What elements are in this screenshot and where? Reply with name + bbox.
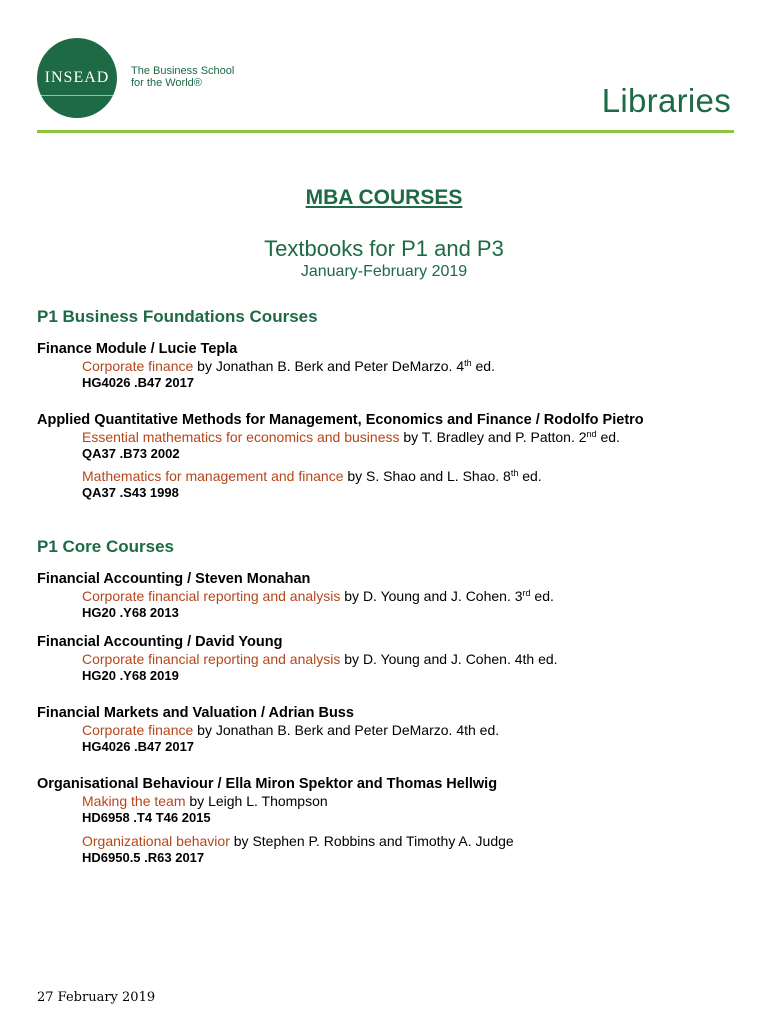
book-authors: by Leigh L. Thompson [185,793,328,809]
book-title-link[interactable]: Mathematics for management and finance [82,468,344,484]
call-number: HD6958 .T4 T46 2015 [82,810,211,825]
book-title-link[interactable]: Corporate financial reporting and analysis [82,651,341,667]
logo-tagline [131,65,234,89]
book-authors: by T. Bradley and P. Patton. 2 [399,429,587,445]
book-entry [82,651,558,667]
edition-suffix: rd [522,588,531,598]
call-number: HG20 .Y68 2019 [82,668,179,683]
edition-suffix: nd [586,429,597,439]
book-title-link[interactable]: Corporate financial reporting and analysis [82,588,341,604]
book-title-link[interactable]: Essential mathematics for economics and business [82,429,400,445]
book-entry [82,793,328,809]
course-heading: Finance Module / Lucie Tepla [37,341,238,357]
book-authors: by Jonathan B. Berk and Peter DeMarzo. 4th ed. [193,722,500,738]
course-heading: Applied Quantitative Methods for Management, Economics and Finance / Rodolfo Pietro [37,412,644,428]
book-entry [82,588,554,604]
edition-label: ed. [471,358,495,374]
call-number: QA37 .S43 1998 [82,485,179,500]
call-number: HD6950.5 .R63 2017 [82,850,205,865]
book-title-link[interactable]: Organizational behavior [82,833,230,849]
call-number: QA37 .B73 2002 [82,446,180,461]
book-authors: by D. Young and J. Cohen. 3 [340,588,523,604]
libraries-heading: Libraries [601,82,731,119]
tagline-line2: for the World® [131,77,202,89]
book-entry [82,468,542,484]
edition-label: ed. [518,468,542,484]
book-authors: by D. Young and J. Cohen. 4th ed. [340,651,558,667]
course-heading: Financial Accounting / Steven Monahan [37,571,311,587]
book-title-link[interactable]: Corporate finance [82,722,194,738]
course-heading: Organisational Behaviour / Ella Miron Spektor and Thomas Hellwig [37,776,498,792]
edition-label: ed. [530,588,554,604]
footer-date: 27 February 2019 [37,990,156,1005]
book-authors: by S. Shao and L. Shao. 8 [343,468,511,484]
course-heading: Financial Markets and Valuation / Adrian Buss [37,705,354,721]
insead-logo [37,38,117,118]
book-entry [82,722,499,738]
tagline-line1: The Business School [131,65,235,77]
call-number: HG20 .Y68 2013 [82,605,179,620]
logo-divider [37,95,117,96]
page-subtitle: Textbooks for P1 and P3 [264,236,504,261]
edition-suffix: th [510,468,519,478]
logo-text: INSEAD [44,69,110,86]
section-heading-core: P1 Core Courses [37,537,174,556]
call-number: HG4026 .B47 2017 [82,375,195,390]
call-number: HG4026 .B47 2017 [82,739,195,754]
book-title-link[interactable]: Corporate finance [82,358,194,374]
edition-label: ed. [596,429,620,445]
edition-suffix: th [464,358,472,368]
book-entry [82,833,514,849]
header-divider [37,130,734,133]
course-heading: Financial Accounting / David Young [37,634,283,650]
book-entry [82,358,495,374]
book-authors: by Stephen P. Robbins and Timothy A. Judge [229,833,514,849]
book-authors: by Jonathan B. Berk and Peter DeMarzo. 4 [193,358,465,374]
page-title: MBA COURSES [305,186,463,209]
date-range: January-February 2019 [300,263,468,280]
book-title-link[interactable]: Making the team [82,793,186,809]
book-entry [82,429,620,445]
section-heading-foundations: P1 Business Foundations Courses [37,307,318,326]
